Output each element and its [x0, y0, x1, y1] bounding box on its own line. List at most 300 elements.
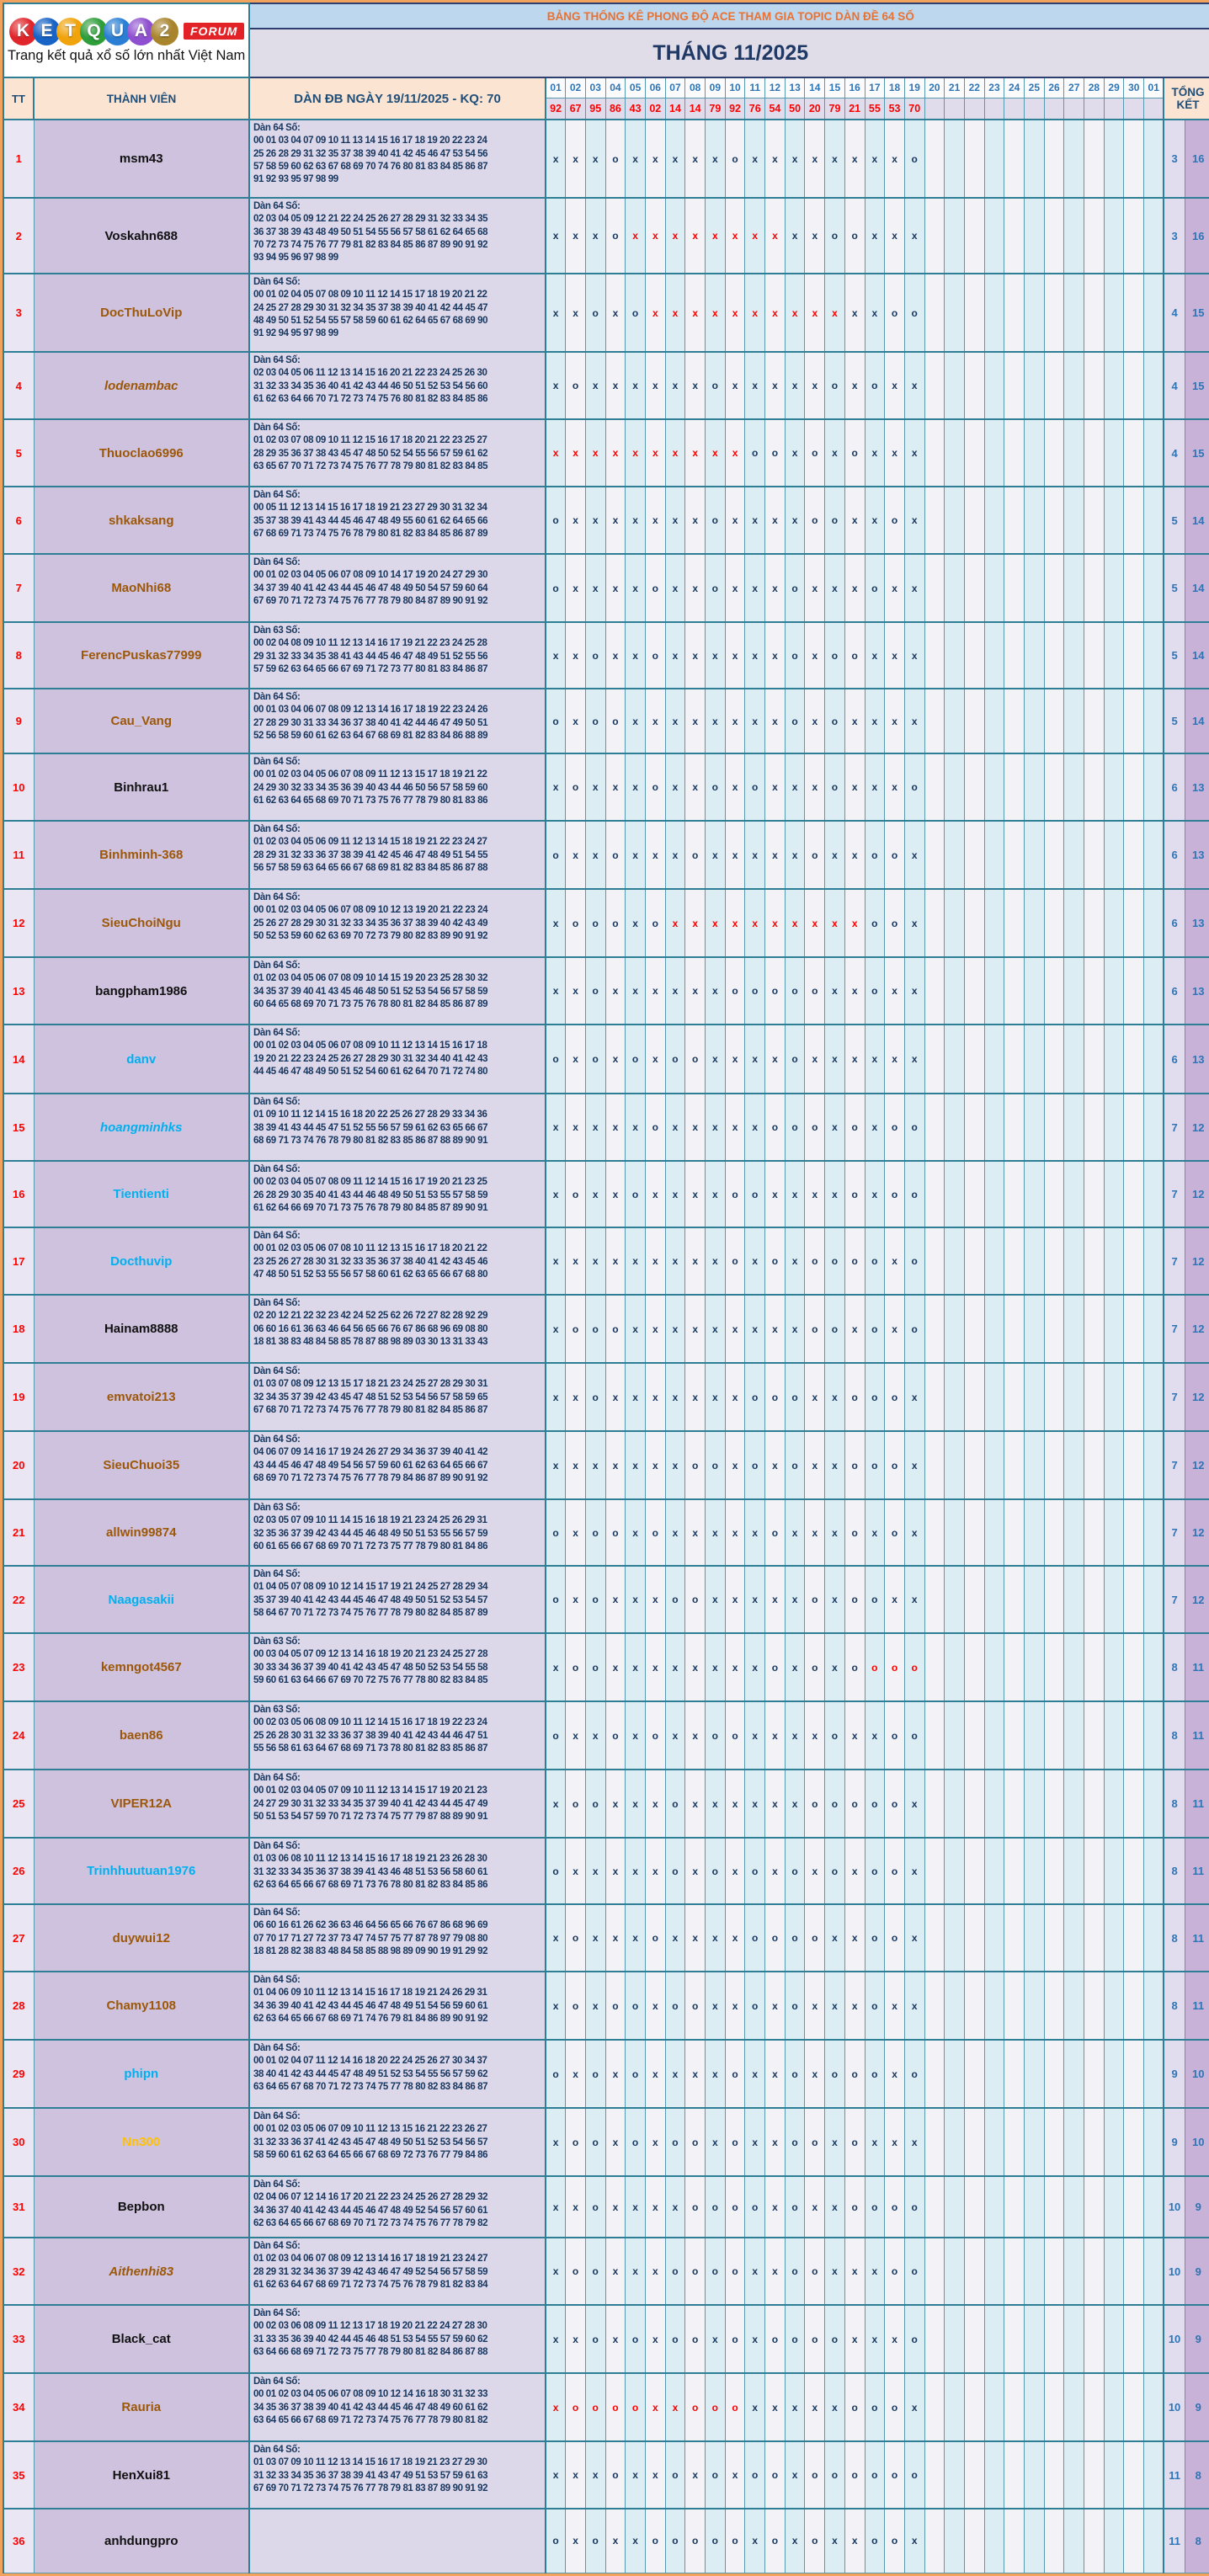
mark-cell: x — [865, 622, 885, 689]
mark-cell — [964, 1025, 984, 1094]
banner-month: THÁNG 11/2025 — [249, 29, 1209, 77]
mark-cell — [964, 1972, 984, 2040]
mark-cell: x — [546, 1972, 566, 2040]
mark-cell — [1084, 1499, 1105, 1566]
mark-cell — [1144, 622, 1164, 689]
mark-cell — [964, 2238, 984, 2305]
result-value: 14 — [685, 98, 706, 120]
mark-cell: x — [825, 1499, 845, 1566]
dan-line: 00 03 04 05 07 09 12 13 14 16 18 19 20 21 23 24 25 27 28 — [253, 1649, 488, 1660]
mark-cell — [1025, 1566, 1045, 1633]
mark-cell — [1025, 1499, 1045, 1566]
mark-cell — [1124, 2305, 1144, 2373]
mark-cell: x — [665, 120, 685, 198]
mark-cell: o — [645, 1499, 665, 1566]
mark-cell: x — [745, 1566, 765, 1633]
mark-cell — [984, 1295, 1004, 1363]
mark-cell — [984, 2040, 1004, 2108]
mark-cell: x — [765, 1770, 786, 1838]
mark-cell: x — [566, 120, 586, 198]
mark-cell: o — [685, 1566, 706, 1633]
mark-cell: o — [626, 2108, 646, 2176]
member-row — [3, 1972, 1209, 2040]
row-number: 30 — [3, 2108, 34, 2176]
member-name: duywui12 — [34, 1904, 249, 1972]
row-number: 9 — [3, 689, 34, 753]
mark-cell: x — [626, 1094, 646, 1161]
mark-cell: x — [685, 120, 706, 198]
mark-cell: x — [745, 1633, 765, 1701]
mark-cell: x — [885, 1566, 905, 1633]
mark-cell: o — [546, 487, 566, 554]
mark-cell — [1124, 120, 1144, 198]
mark-cell — [1064, 821, 1084, 889]
mark-cell — [924, 1633, 945, 1701]
mark-cell — [1064, 1701, 1084, 1770]
mark-cell: x — [765, 821, 786, 889]
mark-cell: x — [665, 1363, 685, 1431]
mark-cell: x — [626, 1363, 646, 1431]
mark-cell: x — [805, 1161, 825, 1227]
dan-line: 31 32 33 34 35 36 37 38 39 41 43 46 48 51 53 56 58 60 61 — [253, 1866, 488, 1877]
mark-cell: o — [844, 1633, 865, 1701]
mark-cell — [945, 2441, 965, 2509]
mark-cell: x — [546, 352, 566, 419]
member-name: bangpham1986 — [34, 957, 249, 1025]
mark-cell: x — [725, 821, 745, 889]
dan-line: 57 58 59 60 62 63 67 68 69 70 74 76 80 81 83 84 85 86 87 — [253, 161, 488, 172]
mark-cell — [1044, 2305, 1064, 2373]
mark-cell — [1044, 1161, 1064, 1227]
mark-cell — [984, 1838, 1004, 1904]
mark-cell — [1104, 352, 1124, 419]
mark-cell — [1084, 957, 1105, 1025]
mark-cell: o — [605, 120, 626, 198]
mark-cell — [1004, 1770, 1025, 1838]
mark-cell: x — [626, 1633, 646, 1701]
mark-cell — [1004, 1633, 1025, 1701]
mark-cell: o — [865, 1566, 885, 1633]
mark-cell: o — [546, 821, 566, 889]
mark-cell: o — [685, 821, 706, 889]
result-value — [945, 98, 965, 120]
mark-cell: o — [904, 1227, 924, 1295]
mark-cell: x — [626, 2176, 646, 2238]
logo-letter: K — [9, 18, 37, 45]
mark-cell: o — [566, 753, 586, 821]
mark-cell — [1084, 2040, 1105, 2108]
mark-cell: x — [865, 1499, 885, 1566]
mark-cell: x — [546, 2373, 566, 2441]
mark-cell — [1004, 1499, 1025, 1566]
mark-cell — [1084, 689, 1105, 753]
mark-cell: x — [745, 1701, 765, 1770]
mark-cell: o — [765, 1633, 786, 1701]
mark-cell — [1144, 487, 1164, 554]
mark-cell: x — [725, 1025, 745, 1094]
mark-cell: x — [765, 1566, 786, 1633]
mark-cell — [1044, 689, 1064, 753]
mark-cell: x — [785, 1227, 805, 1295]
member-name: VIPER12A — [34, 1770, 249, 1838]
mark-cell — [1124, 821, 1144, 889]
mark-cell — [1064, 1227, 1084, 1295]
mark-cell — [1004, 821, 1025, 889]
mark-cell — [924, 2441, 945, 2509]
result-value: 79 — [825, 98, 845, 120]
mark-cell: x — [546, 419, 566, 487]
mark-cell: x — [844, 1025, 865, 1094]
mark-cell — [1084, 2305, 1105, 2373]
mark-cell — [1104, 2305, 1124, 2373]
mark-cell — [1084, 1701, 1105, 1770]
mark-cell: o — [765, 2305, 786, 2373]
mark-cell: x — [626, 622, 646, 689]
mark-cell: x — [725, 2441, 745, 2509]
mark-cell: x — [665, 2373, 685, 2441]
mark-cell: x — [605, 1363, 626, 1431]
member-name: lodenambac — [34, 352, 249, 419]
mark-cell: o — [844, 1161, 865, 1227]
mark-cell: x — [825, 1363, 845, 1431]
mark-cell — [1044, 2238, 1064, 2305]
mark-cell — [945, 554, 965, 622]
member-row — [3, 957, 1209, 1025]
mark-cell: o — [885, 1633, 905, 1701]
mark-cell — [964, 2176, 984, 2238]
mark-cell: o — [885, 1904, 905, 1972]
mark-cell — [1004, 957, 1025, 1025]
total-o: 5 — [1164, 622, 1185, 689]
mark-cell: x — [844, 957, 865, 1025]
mark-cell: x — [566, 1227, 586, 1295]
mark-cell — [1104, 554, 1124, 622]
mark-cell — [1124, 352, 1144, 419]
row-number: 11 — [3, 821, 34, 889]
dan-numbers — [249, 1633, 546, 1701]
mark-cell — [1064, 120, 1084, 198]
mark-cell — [1124, 198, 1144, 274]
row-number: 7 — [3, 554, 34, 622]
mark-cell — [1025, 2373, 1045, 2441]
dan-label: Dàn 64 Số: — [253, 892, 301, 902]
mark-cell — [1124, 1025, 1144, 1094]
dan-line: 61 62 63 64 66 70 71 72 73 74 75 76 80 81 82 83 84 85 86 — [253, 393, 488, 404]
mark-cell — [1064, 622, 1084, 689]
result-value: 86 — [605, 98, 626, 120]
mark-cell: o — [546, 1566, 566, 1633]
mark-cell: x — [825, 889, 845, 957]
mark-cell — [924, 1499, 945, 1566]
total-x: 9 — [1185, 2305, 1209, 2373]
total-x: 15 — [1185, 352, 1209, 419]
mark-cell: x — [566, 1094, 586, 1161]
mark-cell: x — [805, 2040, 825, 2108]
mark-cell: x — [626, 1295, 646, 1363]
mark-cell: x — [665, 1295, 685, 1363]
mark-cell: x — [546, 274, 566, 352]
mark-cell: x — [785, 1633, 805, 1701]
dan-line: 50 51 53 54 57 59 70 71 72 73 74 75 77 79 87 88 89 90 91 — [253, 1811, 488, 1822]
mark-cell: x — [805, 2176, 825, 2238]
member-name: Rauria — [34, 2373, 249, 2441]
mark-cell — [1004, 2040, 1025, 2108]
row-number: 10 — [3, 753, 34, 821]
mark-cell — [1144, 1904, 1164, 1972]
mark-cell — [945, 487, 965, 554]
dan-label: Dàn 64 Số: — [253, 355, 301, 365]
mark-cell: o — [585, 689, 605, 753]
mark-cell — [964, 1838, 984, 1904]
mark-cell: x — [566, 1431, 586, 1499]
dan-line: 93 94 95 96 97 98 99 — [253, 253, 338, 263]
mark-cell: x — [805, 1972, 825, 2040]
mark-cell — [1104, 1701, 1124, 1770]
total-x: 12 — [1185, 1499, 1209, 1566]
mark-cell — [984, 821, 1004, 889]
mark-cell: x — [825, 419, 845, 487]
mark-cell — [1044, 419, 1064, 487]
mark-cell: o — [785, 2305, 805, 2373]
mark-cell: x — [605, 2305, 626, 2373]
mark-cell: o — [885, 1701, 905, 1770]
mark-cell — [1025, 1363, 1045, 1431]
mark-cell: x — [546, 753, 566, 821]
mark-cell: o — [904, 2176, 924, 2238]
mark-cell — [1004, 1363, 1025, 1431]
mark-cell: x — [665, 1633, 685, 1701]
mark-cell: x — [706, 1025, 726, 1094]
mark-cell: x — [745, 1227, 765, 1295]
member-row — [3, 2441, 1209, 2509]
mark-cell: x — [546, 2238, 566, 2305]
result-value: 54 — [765, 98, 786, 120]
mark-cell: o — [904, 753, 924, 821]
mark-cell — [1104, 274, 1124, 352]
mark-cell: x — [706, 1227, 726, 1295]
mark-cell: o — [885, 2176, 905, 2238]
mark-cell — [1064, 1295, 1084, 1363]
mark-cell — [1025, 2305, 1045, 2373]
mark-cell: x — [885, 2040, 905, 2108]
dan-label: Dàn 64 Số: — [253, 2111, 301, 2121]
mark-cell: x — [706, 1295, 726, 1363]
mark-cell — [1104, 2441, 1124, 2509]
mark-cell: x — [685, 274, 706, 352]
mark-cell: o — [865, 1431, 885, 1499]
mark-cell: o — [885, 821, 905, 889]
mark-cell: x — [785, 2373, 805, 2441]
col-header-member: THÀNH VIÊN — [34, 77, 249, 120]
day-header: 21 — [945, 77, 965, 98]
dan-label: Dàn 64 Số: — [253, 1097, 301, 1107]
mark-cell: x — [645, 1770, 665, 1838]
mark-cell: o — [865, 554, 885, 622]
mark-cell — [1004, 2373, 1025, 2441]
dan-line: 61 62 64 66 69 70 71 73 75 76 78 79 80 84 85 87 89 90 91 — [253, 1202, 488, 1213]
mark-cell — [1064, 198, 1084, 274]
mark-cell — [1004, 1295, 1025, 1363]
dan-line: 00 01 02 03 04 05 07 09 10 11 12 13 14 15 17 19 20 21 23 — [253, 1786, 487, 1796]
row-number: 22 — [3, 1566, 34, 1633]
mark-cell: x — [685, 1838, 706, 1904]
mark-cell: o — [605, 2373, 626, 2441]
total-o: 7 — [1164, 1566, 1185, 1633]
mark-cell: o — [865, 2441, 885, 2509]
mark-cell: x — [725, 889, 745, 957]
mark-cell: x — [546, 1431, 566, 1499]
result-value — [1124, 98, 1144, 120]
dan-numbers — [249, 1363, 546, 1431]
mark-cell: x — [745, 1025, 765, 1094]
mark-cell — [1004, 1904, 1025, 1972]
mark-cell: x — [546, 1904, 566, 1972]
mark-cell: o — [805, 1904, 825, 1972]
mark-cell: x — [665, 198, 685, 274]
mark-cell: x — [904, 1499, 924, 1566]
mark-cell — [1124, 1363, 1144, 1431]
mark-cell: o — [585, 2509, 605, 2573]
dan-numbers — [249, 1972, 546, 2040]
mark-cell: x — [626, 1566, 646, 1633]
mark-cell: x — [546, 1161, 566, 1227]
mark-cell: o — [865, 821, 885, 889]
total-o: 8 — [1164, 1904, 1185, 1972]
mark-cell: x — [585, 1431, 605, 1499]
mark-cell: x — [725, 1499, 745, 1566]
dan-line: 06 60 16 61 36 63 46 64 56 65 66 76 67 86 68 96 69 08 80 — [253, 1323, 488, 1334]
mark-cell: x — [844, 2305, 865, 2373]
mark-cell: x — [665, 1094, 685, 1161]
mark-cell: x — [825, 2509, 845, 2573]
mark-cell: o — [665, 1566, 685, 1633]
mark-cell: x — [745, 554, 765, 622]
row-number: 19 — [3, 1363, 34, 1431]
total-o: 4 — [1164, 419, 1185, 487]
mark-cell — [1044, 2441, 1064, 2509]
mark-cell — [1084, 1838, 1105, 1904]
mark-cell: x — [645, 120, 665, 198]
member-row — [3, 2305, 1209, 2373]
dan-line: 60 61 65 66 67 68 69 70 71 72 73 75 77 78 79 80 81 84 86 — [253, 1541, 488, 1551]
mark-cell — [1084, 889, 1105, 957]
mark-cell: x — [626, 1431, 646, 1499]
mark-cell: x — [626, 1227, 646, 1295]
mark-cell: x — [605, 554, 626, 622]
mark-cell — [945, 198, 965, 274]
mark-cell: o — [885, 1431, 905, 1499]
mark-cell: x — [645, 2305, 665, 2373]
mark-cell: x — [685, 1227, 706, 1295]
mark-cell: x — [825, 1904, 845, 1972]
dan-line: 67 68 69 71 73 74 75 76 78 79 80 81 82 83 84 85 86 87 89 — [253, 528, 488, 539]
mark-cell: x — [645, 1295, 665, 1363]
mark-cell: x — [865, 120, 885, 198]
mark-cell: x — [706, 198, 726, 274]
mark-cell: x — [706, 1904, 726, 1972]
mark-cell: x — [645, 2040, 665, 2108]
mark-cell: o — [605, 821, 626, 889]
mark-cell: x — [645, 2176, 665, 2238]
mark-cell — [1004, 419, 1025, 487]
total-o: 10 — [1164, 2373, 1185, 2441]
row-number: 26 — [3, 1838, 34, 1904]
mark-cell — [984, 2305, 1004, 2373]
mark-cell — [1004, 274, 1025, 352]
dan-line: 32 34 35 37 39 42 43 45 47 48 51 52 53 54 56 57 58 59 65 — [253, 1392, 488, 1402]
mark-cell: o — [745, 2176, 765, 2238]
mark-cell — [984, 198, 1004, 274]
mark-cell: o — [685, 1025, 706, 1094]
mark-cell — [1124, 2108, 1144, 2176]
mark-cell: o — [825, 2040, 845, 2108]
mark-cell: x — [904, 889, 924, 957]
mark-cell: o — [626, 274, 646, 352]
mark-cell — [964, 487, 984, 554]
mark-cell: o — [585, 1025, 605, 1094]
total-o: 3 — [1164, 120, 1185, 198]
mark-cell: x — [785, 1701, 805, 1770]
mark-cell: x — [825, 1161, 845, 1227]
mark-cell: x — [745, 689, 765, 753]
mark-cell: x — [546, 1295, 566, 1363]
mark-cell: o — [885, 1363, 905, 1431]
total-x: 11 — [1185, 1838, 1209, 1904]
mark-cell — [1104, 1633, 1124, 1701]
total-x: 11 — [1185, 1633, 1209, 1701]
total-o: 3 — [1164, 198, 1185, 274]
mark-cell — [1004, 487, 1025, 554]
mark-cell: o — [585, 889, 605, 957]
mark-cell: x — [745, 1295, 765, 1363]
mark-cell: o — [785, 957, 805, 1025]
dan-line: 00 01 03 04 06 07 08 09 12 13 14 16 17 18 19 22 23 24 26 — [253, 705, 488, 716]
mark-cell: o — [885, 2373, 905, 2441]
dan-line: 63 64 66 68 69 71 72 73 75 77 78 79 80 81 82 84 86 87 88 — [253, 2346, 488, 2357]
mark-cell — [1004, 2238, 1025, 2305]
mark-cell: x — [665, 1701, 685, 1770]
day-header: 23 — [984, 77, 1004, 98]
dan-line: 00 01 02 03 04 05 06 07 08 09 10 12 14 16 18 30 31 32 33 — [253, 2389, 488, 2400]
total-o: 6 — [1164, 821, 1185, 889]
mark-cell: o — [745, 1838, 765, 1904]
mark-cell: x — [685, 957, 706, 1025]
dan-line: 67 68 70 71 72 73 74 75 76 77 78 79 80 81 82 84 85 86 87 — [253, 1404, 488, 1415]
mark-cell: x — [785, 419, 805, 487]
dan-line: 91 92 93 95 97 98 99 — [253, 174, 338, 185]
dan-line: 30 33 34 36 37 39 40 41 42 43 45 47 48 50 52 53 54 55 58 — [253, 1662, 488, 1673]
member-row — [3, 2373, 1209, 2441]
mark-cell — [1044, 1363, 1064, 1431]
mark-cell: x — [785, 821, 805, 889]
row-number: 6 — [3, 487, 34, 554]
mark-cell — [945, 1161, 965, 1227]
mark-cell: o — [706, 352, 726, 419]
mark-cell — [1084, 419, 1105, 487]
mark-cell: x — [706, 689, 726, 753]
mark-cell: o — [844, 622, 865, 689]
total-o: 4 — [1164, 274, 1185, 352]
total-x: 16 — [1185, 198, 1209, 274]
mark-cell — [1044, 821, 1064, 889]
logo-cell — [3, 3, 249, 77]
mark-cell: x — [725, 487, 745, 554]
mark-cell: x — [706, 274, 726, 352]
member-name: MaoNhi68 — [34, 554, 249, 622]
dan-line: 47 48 50 51 52 53 55 56 57 58 60 61 62 63 65 66 67 68 80 — [253, 1269, 488, 1280]
mark-cell: o — [706, 2441, 726, 2509]
mark-cell — [1025, 487, 1045, 554]
